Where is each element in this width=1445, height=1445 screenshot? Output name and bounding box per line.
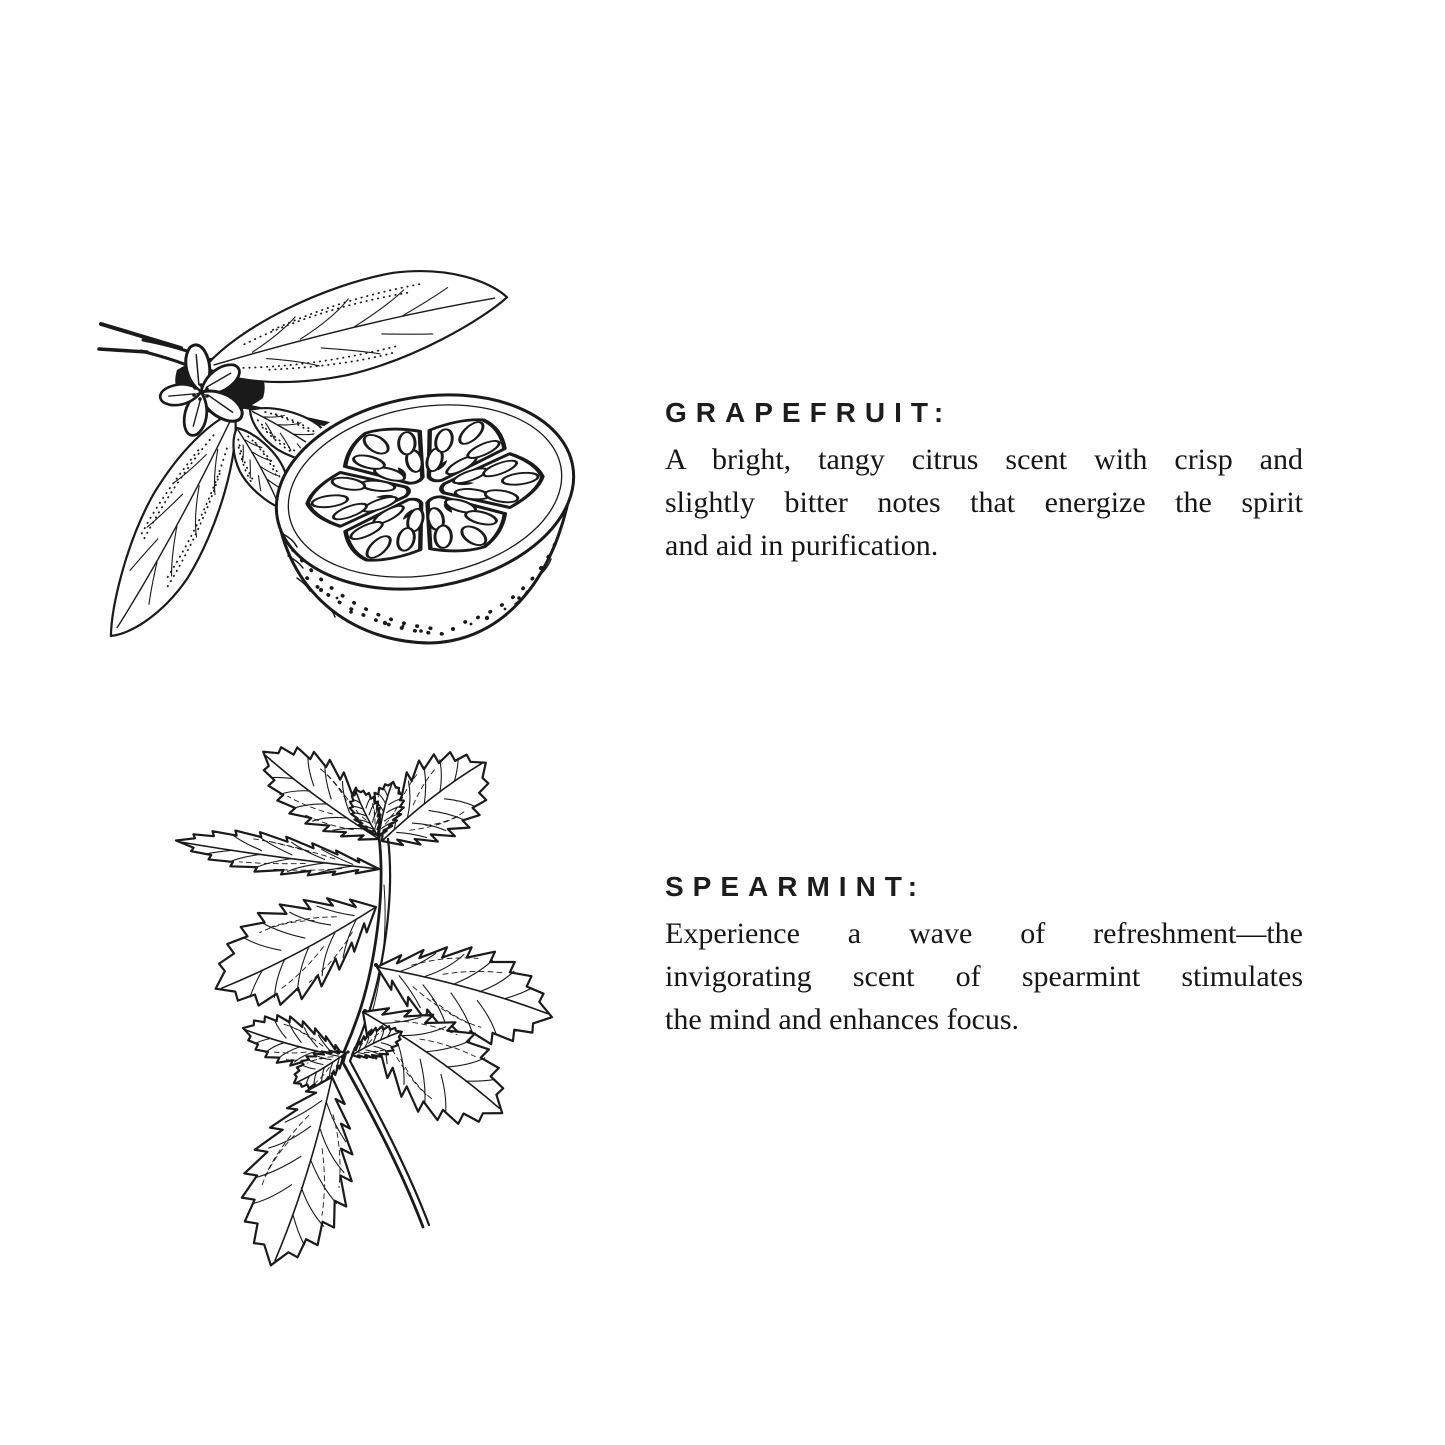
description-line: the mind and enhances focus. <box>665 1003 1020 1036</box>
grapefruit-text-block <box>665 396 1303 567</box>
spearmint-text-block <box>665 870 1303 1041</box>
grapefruit-drawing <box>85 252 590 652</box>
description-line: Experience a wave of refreshment—the <box>665 917 1303 950</box>
spearmint-illustration <box>160 735 570 1275</box>
mint-left-big-leaf <box>194 864 398 1032</box>
description-line: invigorating scent of spearmint stimulates <box>665 960 1303 993</box>
spearmint-drawing <box>160 735 570 1275</box>
description-line: slightly bitter notes that energize the spirit <box>665 486 1303 519</box>
grapefruit-fruit <box>261 372 589 643</box>
grapefruit-description <box>665 438 1303 567</box>
spearmint-description <box>665 912 1303 1041</box>
description-line: A bright, tangy citrus scent with crisp and <box>665 443 1303 476</box>
grapefruit-heading: GRAPEFRUIT: <box>665 397 953 428</box>
spearmint-heading: SPEARMINT: <box>665 871 927 902</box>
description-line: and aid in purification. <box>665 529 939 562</box>
grapefruit-illustration <box>85 252 590 652</box>
